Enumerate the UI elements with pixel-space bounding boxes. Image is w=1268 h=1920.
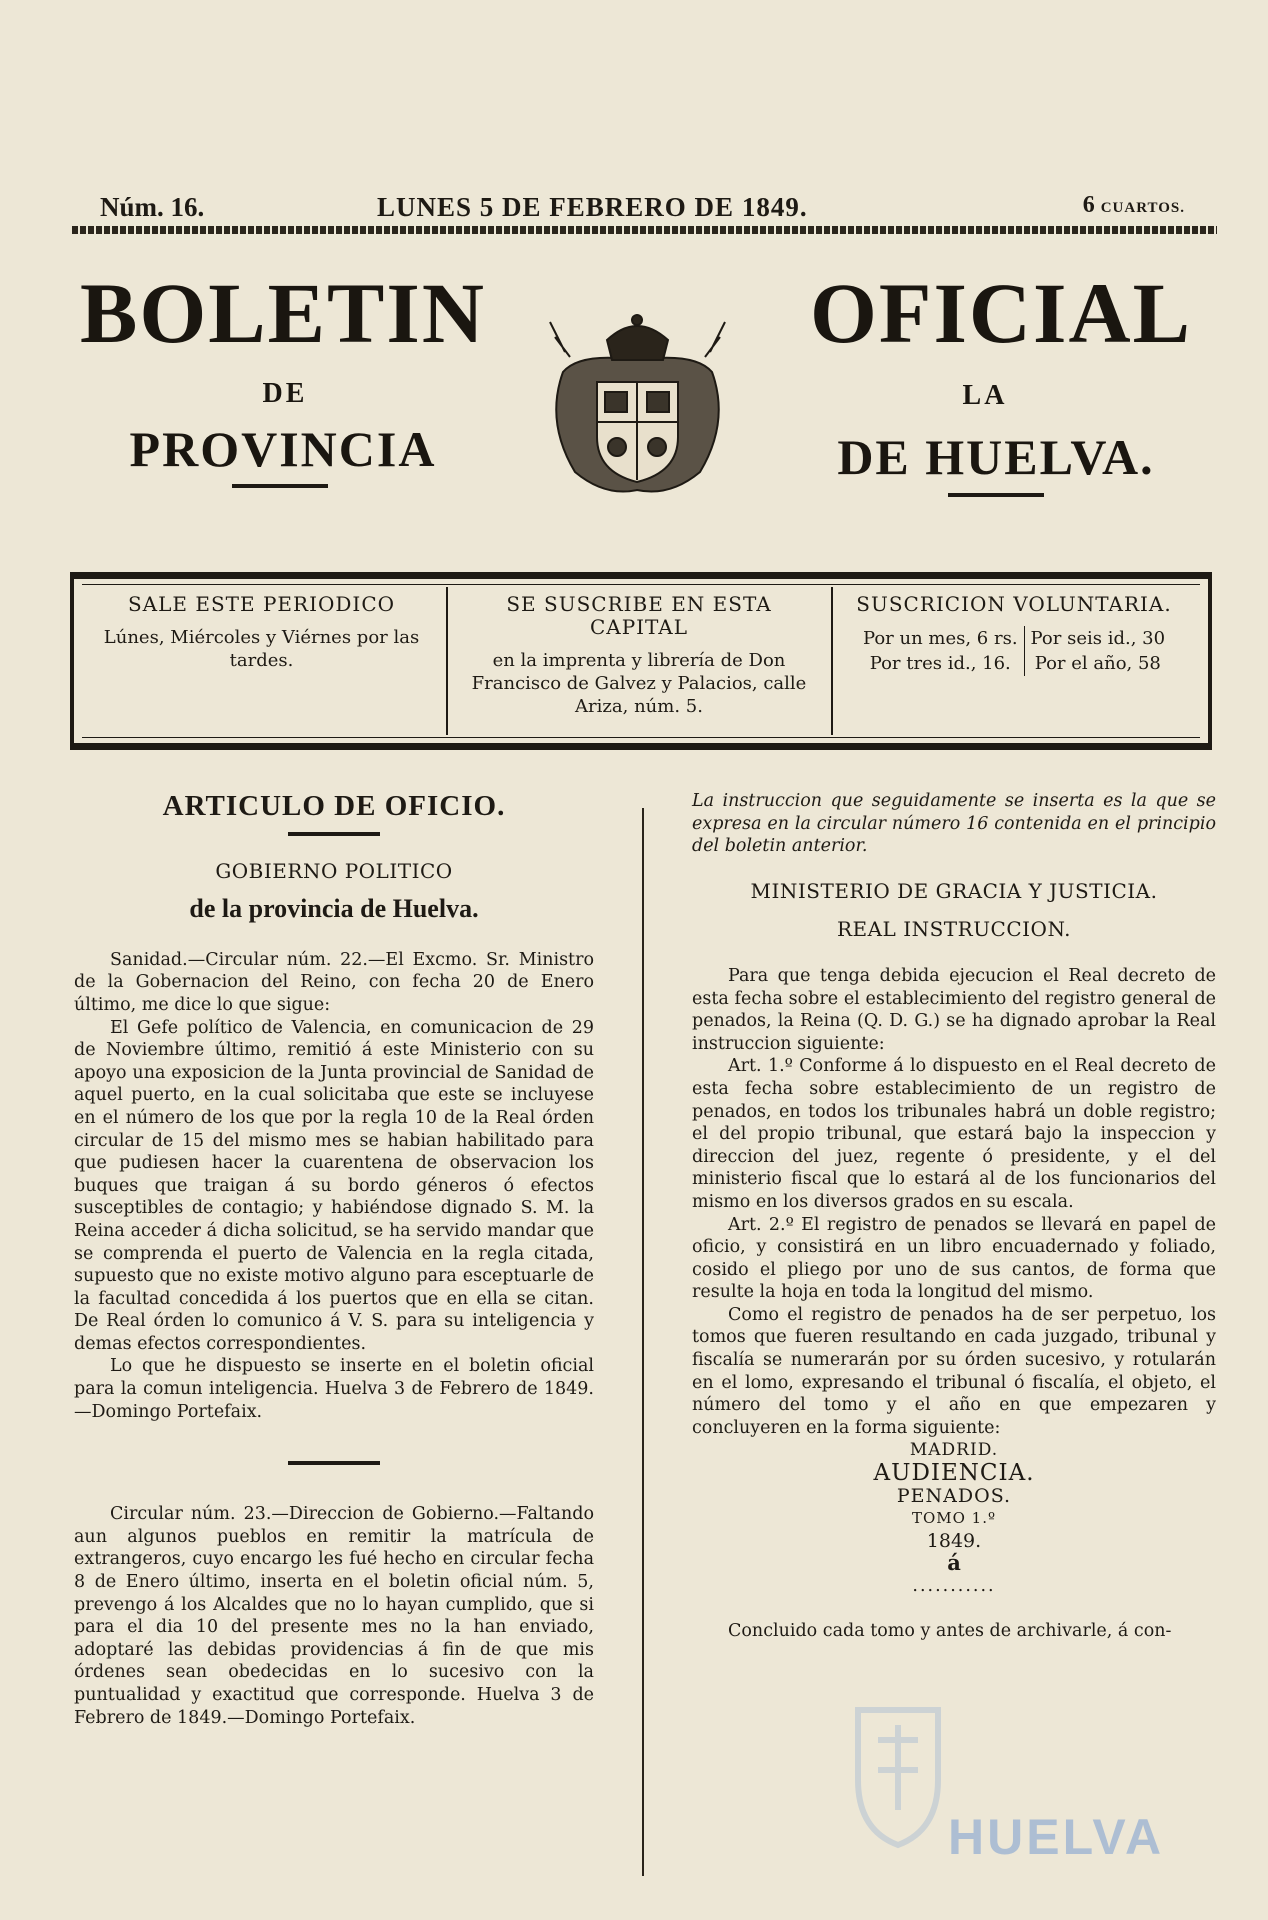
masthead-de-huelva: DE HUELVA. — [837, 429, 1155, 485]
schedule-title: SALE ESTE PERIODICO — [127, 592, 396, 616]
subscription-prices — [839, 593, 1189, 676]
prices-row — [857, 626, 1171, 651]
right-column — [692, 790, 1216, 1642]
masthead-de: DE — [262, 378, 308, 409]
issue-date: LUNES 5 DE FEBRERO DE 1849. — [377, 192, 808, 222]
editorial-note — [692, 790, 1216, 858]
article-2: Art. 2.º El registro de penados se llevará en papel de oficio, y consistirá en un libro encuadernado y foliado, cosido el pliego por uno de sus cantos, de forma que resulte la hoja en toda la longitud del mismo. — [692, 1214, 1216, 1303]
price-value: 6 — [1082, 192, 1095, 218]
info-separator-2 — [831, 587, 833, 735]
instruction-intro: Para que tenga debida ejecucion el Real decreto de esta fecha sobre el establecimiento del registro general de penados, la Reina (Q. D. G.) se ha dignado aprobar la Real instruccion siguiente: — [692, 965, 1216, 1054]
info-separator-1 — [446, 587, 448, 735]
instruction-title: REAL INSTRUCCION. — [836, 917, 1072, 942]
masthead-oficial: OFICIAL — [810, 265, 1192, 361]
watermark-text: HUELVA — [948, 1809, 1165, 1865]
issue-line — [100, 192, 1185, 226]
label-dots: ........... — [912, 1576, 996, 1596]
label-tomo: TOMO 1.º — [911, 1509, 997, 1528]
circular-23: Circular núm. 23.—Direccion de Gobierno.—Faltando aun algunos pueblos en remitir la matrícula de extrangeros, cuyo encargo les fué hecho en circular fecha 8 de Enero último, inserta en el boletin oficial núm. 5, prevengo á los Alcaldes que no lo hayan cumplido, que si para el dia 10 del presente mes no la han enviado, adoptaré las debidas providencias á fin de que mis órdenes sean obedecidas en lo sucesivo con la puntualidad y exactitud que corresponde. Huelva 3 de Febrero de 1849.—Domingo Portefaix. — [74, 1504, 594, 1728]
issue-price — [1083, 192, 1185, 219]
circular-22-body: El Gefe político de Valencia, en comunicacion de 29 de Noviembre último, remitió á este Ministerio con su apoyo una exposicion de la Junta provincial de Sanidad de aquel puerto, en la cual solicitaba que este se incluyese en el número de los que por la regla 10 de la Real órden circular de 15 del mismo mes se habian habilitado para que pudiesen hacer la cuarentena de observacion los buques que traigan á su bordo géneros ó efectos susceptibles de contagio; y habiéndose dignado S. M. la Reina acceder á dicha solicitud, se ha servido mandar que se comprenda el puerto de Valencia en la regla citada, supuesto que no existe motivo alguno para esceptuarle de la facultad concedida á los puertos que en ella se citan. De Real órden lo comunico á V. S. para su inteligencia y demas efectos correspondientes. — [74, 1017, 594, 1354]
price-cell: Por un mes, 6 rs. — [862, 628, 1018, 649]
schedule-text: Lúnes, Miércoles y Viérnes por las tardes. — [103, 627, 420, 671]
prices-table — [857, 626, 1171, 676]
masthead-boletin: BOLETIN — [80, 265, 486, 361]
label-year: 1849. — [926, 1529, 982, 1552]
masthead-rule-right — [948, 493, 1044, 497]
ornament-rule — [72, 226, 1217, 234]
left-column — [74, 790, 594, 1729]
article-1: Art. 1.º Conforme á lo dispuesto en el Real decreto de esta fecha sobre establecimiento de un registro de penados, en todos los tribunales habrá un doble registro; el del propio tribunal, que estará bajo la inspeccion y direccion del juez, regente ó presidente, y el del ministerio fiscal que lo estará al de los funcionarios del mismo en los diversos grados en su escala. — [692, 1056, 1216, 1212]
masthead-rule-left — [232, 484, 328, 488]
ministry-title: MINISTERIO DE GRACIA Y JUSTICIA. — [750, 878, 1158, 903]
masthead-la: LA — [962, 380, 1008, 411]
label-audiencia: AUDIENCIA. — [873, 1460, 1035, 1487]
label-a: á — [947, 1550, 961, 1576]
price-cell: Por seis id., 30 — [1024, 626, 1171, 651]
price-unit: CUARTOS. — [1100, 200, 1185, 216]
circular-22-closing: Lo que he dispuesto se inserte en el boletin oficial para la comun inteligencia. Huelva 3 de Febrero de 1849.—Domingo Portefaix. — [74, 1356, 594, 1422]
register-volumes: Como el registro de penados ha de ser perpetuo, los tomos que fueren resultando en cada juzgado, tribunal y fiscalía se numerarán por su órden sucesivo, y rotularán en el lomo, expresando el tribunal ó fiscalía, el objeto, el número del tomo y el año en que empezaren y concluyeren en la forma siguiente: — [692, 1304, 1216, 1438]
gobierno-subtitle: de la provincia de Huelva. — [189, 894, 479, 924]
label-penados: PENADOS. — [896, 1484, 1012, 1507]
concluding-text: Concluido cada tomo y antes de archivarle, á con- — [728, 1620, 1172, 1641]
article-separator — [288, 1461, 380, 1465]
subscription-location — [454, 593, 824, 718]
section-rule — [288, 832, 380, 836]
issue-number: Núm. 16. — [100, 192, 205, 222]
royal-coat-of-arms-icon — [545, 312, 730, 502]
gobierno-title: GOBIERNO POLITICO — [215, 858, 453, 883]
section-title: ARTICULO DE OFICIO. — [162, 790, 506, 822]
editorial-note-text: La instruccion que seguidamente se inserta es la que se expresa en la circular número 16 contenida en el principio del boletin anterior. — [692, 791, 1216, 857]
price-cell: Por el año, 58 — [1024, 651, 1171, 676]
location-title: SE SUSCRIBE EN ESTA CAPITAL — [506, 592, 772, 639]
prices-row — [857, 651, 1171, 676]
prices-title: SUSCRICION VOLUNTARIA. — [856, 592, 1172, 616]
circular-22-intro: Sanidad.—Circular núm. 22.—El Excmo. Sr. Ministro de la Gobernacion del Reino, con fecha 20 de Enero último, me dice lo que sigue: — [74, 949, 594, 1015]
publication-schedule — [84, 593, 439, 672]
masthead-provincia: PROVINCIA — [129, 421, 437, 477]
location-text: en la imprenta y librería de Don Francisco de Galvez y Palacios, calle Ariza, núm. 5. — [471, 650, 807, 717]
price-cell: Por tres id., 16. — [869, 653, 1011, 674]
label-madrid: MADRID. — [909, 1440, 999, 1461]
subscription-info-box — [70, 572, 1212, 750]
column-divider — [642, 808, 644, 1876]
